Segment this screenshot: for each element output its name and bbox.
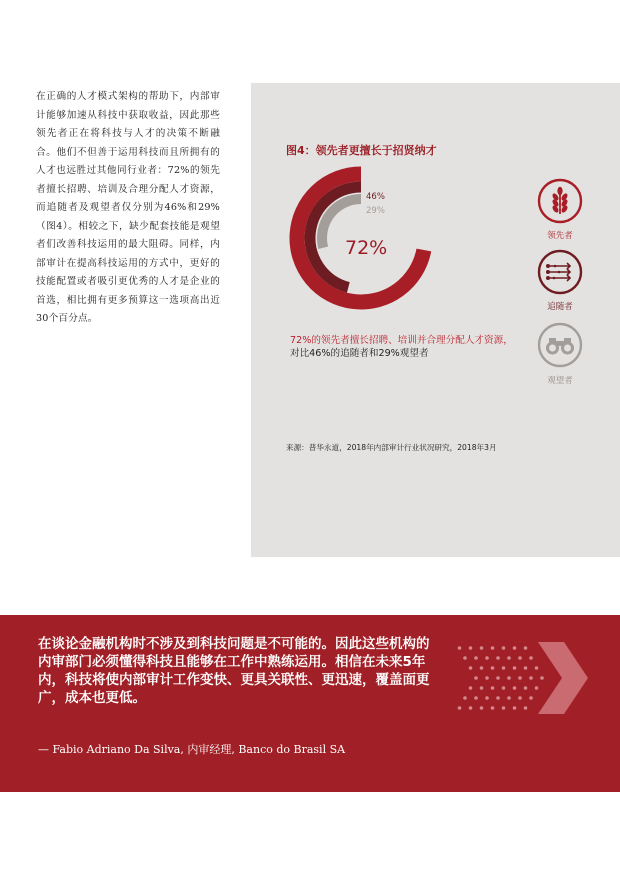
decor-dot xyxy=(474,676,478,680)
decor-dot xyxy=(474,696,478,700)
decor-dot xyxy=(485,676,489,680)
decor-dot xyxy=(513,666,517,670)
decor-dot xyxy=(507,676,511,680)
legend-followers: 追随者 xyxy=(547,302,573,312)
decor-dot xyxy=(491,686,495,690)
decor-dot xyxy=(480,646,484,650)
figure-caption xyxy=(290,334,520,360)
figure-title: 图4：领先者更擅长于招贤纳才 xyxy=(286,144,437,157)
decor-dot xyxy=(529,696,533,700)
watchers-pct-label: 29% xyxy=(366,206,385,216)
decor-dot xyxy=(485,656,489,660)
decor-dot xyxy=(491,646,495,650)
decor-dot xyxy=(518,656,522,660)
decor-dot xyxy=(491,706,495,710)
quote-text: 在谈论金融机构时不涉及到科技问题是不可能的。因此这些机构的内审部门必须懂得科技且能够在工作中熟练运用。相信在未来5年内，科技将使内部审计工作变快、更具关联性、更迅速，覆盖面更广，成本也更低。 xyxy=(38,636,430,706)
chevron-dots-decoration xyxy=(452,642,588,714)
decor-dot xyxy=(463,656,467,660)
decor-dot xyxy=(485,696,489,700)
decor-dot xyxy=(524,666,528,670)
decor-dot xyxy=(524,706,528,710)
decor-dot xyxy=(513,706,517,710)
decor-dot xyxy=(502,666,506,670)
leaders-pct-label: 72% xyxy=(345,237,388,259)
decor-dot xyxy=(507,656,511,660)
decor-dot xyxy=(469,706,473,710)
binoculars-icon xyxy=(537,322,583,368)
decor-dot xyxy=(469,686,473,690)
decor-dot xyxy=(458,646,462,650)
decor-dot xyxy=(513,646,517,650)
decor-dot xyxy=(480,666,484,670)
decor-dot xyxy=(535,666,539,670)
decor-dot xyxy=(458,706,462,710)
decor-dot xyxy=(496,696,500,700)
decor-dot xyxy=(540,676,544,680)
decor-dot xyxy=(535,686,539,690)
followers-pct-label: 46% xyxy=(366,192,385,202)
decor-dot xyxy=(524,686,528,690)
quote-author: — Fabio Adriano Da Silva, 内审经理, Banco do Brasil SA xyxy=(38,743,346,756)
decor-dot xyxy=(513,686,517,690)
decor-dot xyxy=(463,696,467,700)
decor-dot xyxy=(529,656,533,660)
decor-dot xyxy=(496,676,500,680)
decor-dot xyxy=(469,646,473,650)
decor-dot xyxy=(529,676,533,680)
decor-dot xyxy=(502,706,506,710)
decor-dot xyxy=(469,666,473,670)
legend-leaders: 领先者 xyxy=(547,231,573,241)
decor-dot xyxy=(502,646,506,650)
decor-dot xyxy=(491,666,495,670)
decor-dot xyxy=(518,676,522,680)
body-paragraph: 在正确的人才模式架构的帮助下，内部审计能够加速从科技中获取收益，因此那些领先者正在将科技与人才的决策不断融合。他们不但善于运用科技而且所拥有的人才也远胜过其他同行业者：72%的领先者擅长招聘、培训及合理分配人才资源，而追随者及观望者仅分别为46%和29%（图4）。相较之下，缺少配套技能是观望者们改善科技运用的最大阻碍。同样，内部审计在提高科技运用的方式中，更好的技能配置或者吸引更优秀的人才是企业的首选，相比拥有更多预算这一选项高出近30个百分点。 xyxy=(36,91,220,324)
figure-source: 来源：普华永道，2018年内部审计行业状况研究，2018年3月 xyxy=(286,443,497,452)
caption-dark: 对比46%的追随者和29%观望者 xyxy=(290,348,429,359)
decor-dot xyxy=(480,686,484,690)
wheat-icon xyxy=(537,178,583,224)
arrows-icon xyxy=(537,249,583,295)
legend-watchers: 观望者 xyxy=(547,376,573,386)
decor-dot xyxy=(474,656,478,660)
decor-dot xyxy=(502,686,506,690)
caption-red: 72%的领先者擅长招聘、培训并合理分配人才资源， xyxy=(290,335,513,346)
decor-dot xyxy=(480,706,484,710)
decor-dot xyxy=(524,646,528,650)
decor-dot xyxy=(496,656,500,660)
decor-dot xyxy=(518,696,522,700)
decor-dot xyxy=(507,696,511,700)
